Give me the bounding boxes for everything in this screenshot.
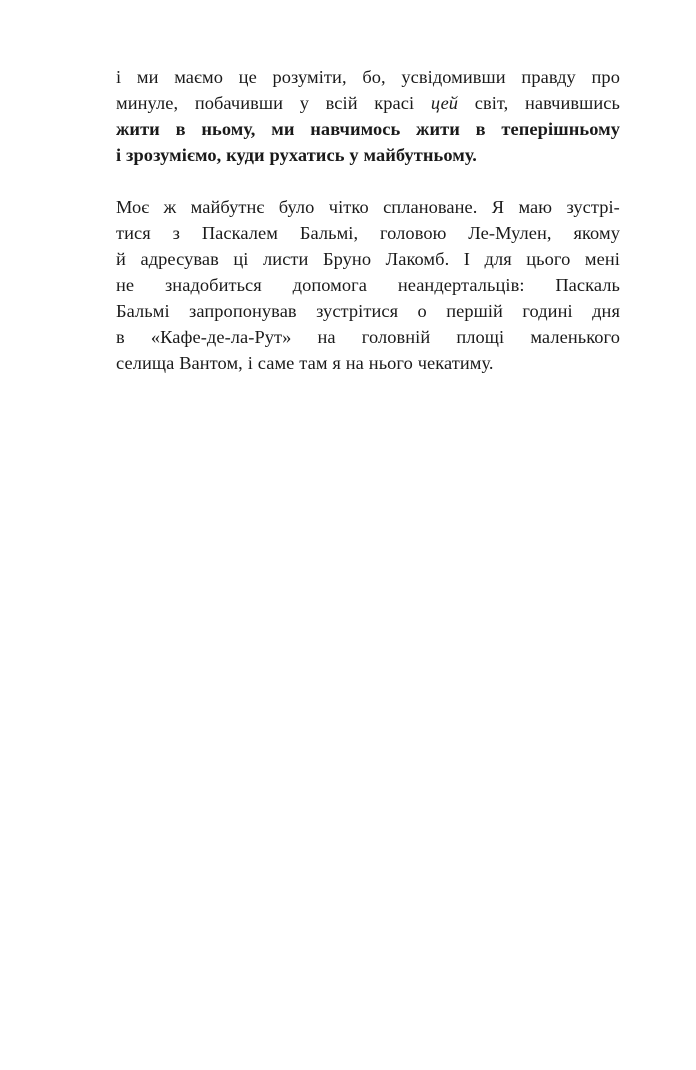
word: й <box>116 249 126 269</box>
text-line <box>116 142 620 168</box>
word: в <box>116 327 125 347</box>
word: якому <box>573 223 620 243</box>
word: майбутнє <box>190 197 265 217</box>
word: жити <box>416 119 460 139</box>
word: навчимось <box>310 119 401 139</box>
word: зустрітися <box>316 301 399 321</box>
word: навчившись <box>524 93 620 113</box>
word: ці <box>233 249 249 269</box>
word: листи <box>263 249 309 269</box>
word: з <box>172 223 180 243</box>
word: було <box>278 197 315 217</box>
word: І <box>463 249 470 269</box>
word: Паскаль <box>555 275 620 295</box>
word: Я <box>491 197 505 217</box>
word: побачивши <box>194 93 284 113</box>
word: про <box>591 67 620 87</box>
word: неандертальців: <box>397 275 525 295</box>
word: правду <box>521 67 576 87</box>
word: Бальмі, <box>299 223 359 243</box>
word: красі <box>374 93 415 113</box>
word: маленького <box>530 327 620 347</box>
text-line <box>116 272 620 298</box>
word: тися <box>116 223 151 243</box>
word: першій <box>446 301 503 321</box>
text-run: селища Вантом, і саме там я на нього чекатиму. <box>116 353 494 373</box>
paragraph <box>116 194 620 376</box>
text-line <box>116 220 620 246</box>
word: сплановане. <box>383 197 478 217</box>
word: ми <box>271 119 295 139</box>
word: мені <box>584 249 620 269</box>
word: розуміти, <box>272 67 347 87</box>
word: світ, <box>474 93 509 113</box>
text-line <box>116 246 620 272</box>
word: запропонував <box>189 301 297 321</box>
word: Ле-Мулен, <box>468 223 552 243</box>
word: в <box>475 119 486 139</box>
word: у <box>299 93 309 113</box>
text-run: і зрозуміємо, куди рухатись у майбутньому. <box>116 145 477 165</box>
word: цей <box>430 93 459 113</box>
word: допомога <box>292 275 368 295</box>
word: о <box>417 301 427 321</box>
text-line <box>116 298 620 324</box>
word: маємо <box>174 67 223 87</box>
text-line <box>116 350 620 376</box>
word: площі <box>456 327 505 347</box>
word: і <box>116 67 122 87</box>
word: цього <box>526 249 571 269</box>
word: не <box>116 275 135 295</box>
word: жити <box>116 119 160 139</box>
text-line <box>116 116 620 142</box>
word: Паскалем <box>201 223 278 243</box>
word: «Кафе-де-ла-Рут» <box>150 327 292 347</box>
text-line <box>116 90 620 116</box>
word: всій <box>325 93 358 113</box>
word: Бальмі <box>116 301 170 321</box>
word: маю <box>518 197 553 217</box>
paragraph <box>116 64 620 168</box>
page-text-column <box>116 64 620 376</box>
word: усвідомивши <box>401 67 506 87</box>
word: ньому, <box>201 119 256 139</box>
word: Бруно <box>323 249 372 269</box>
word: головній <box>361 327 431 347</box>
word: дня <box>592 301 620 321</box>
word: минуле, <box>116 93 179 113</box>
word: чітко <box>328 197 369 217</box>
text-line <box>116 64 620 90</box>
word: це <box>238 67 257 87</box>
word: зустрі- <box>566 197 620 217</box>
word: на <box>317 327 336 347</box>
word: ми <box>136 67 159 87</box>
word: для <box>484 249 512 269</box>
word: знадобиться <box>164 275 262 295</box>
word: бо, <box>362 67 386 87</box>
word: теперішньому <box>501 119 620 139</box>
text-line <box>116 324 620 350</box>
word: Лакомб. <box>385 249 450 269</box>
text-line <box>116 194 620 220</box>
word: в <box>175 119 186 139</box>
word: головою <box>379 223 447 243</box>
word: годині <box>522 301 573 321</box>
word: Моє <box>116 197 150 217</box>
word: адресував <box>140 249 219 269</box>
word: ж <box>163 197 177 217</box>
